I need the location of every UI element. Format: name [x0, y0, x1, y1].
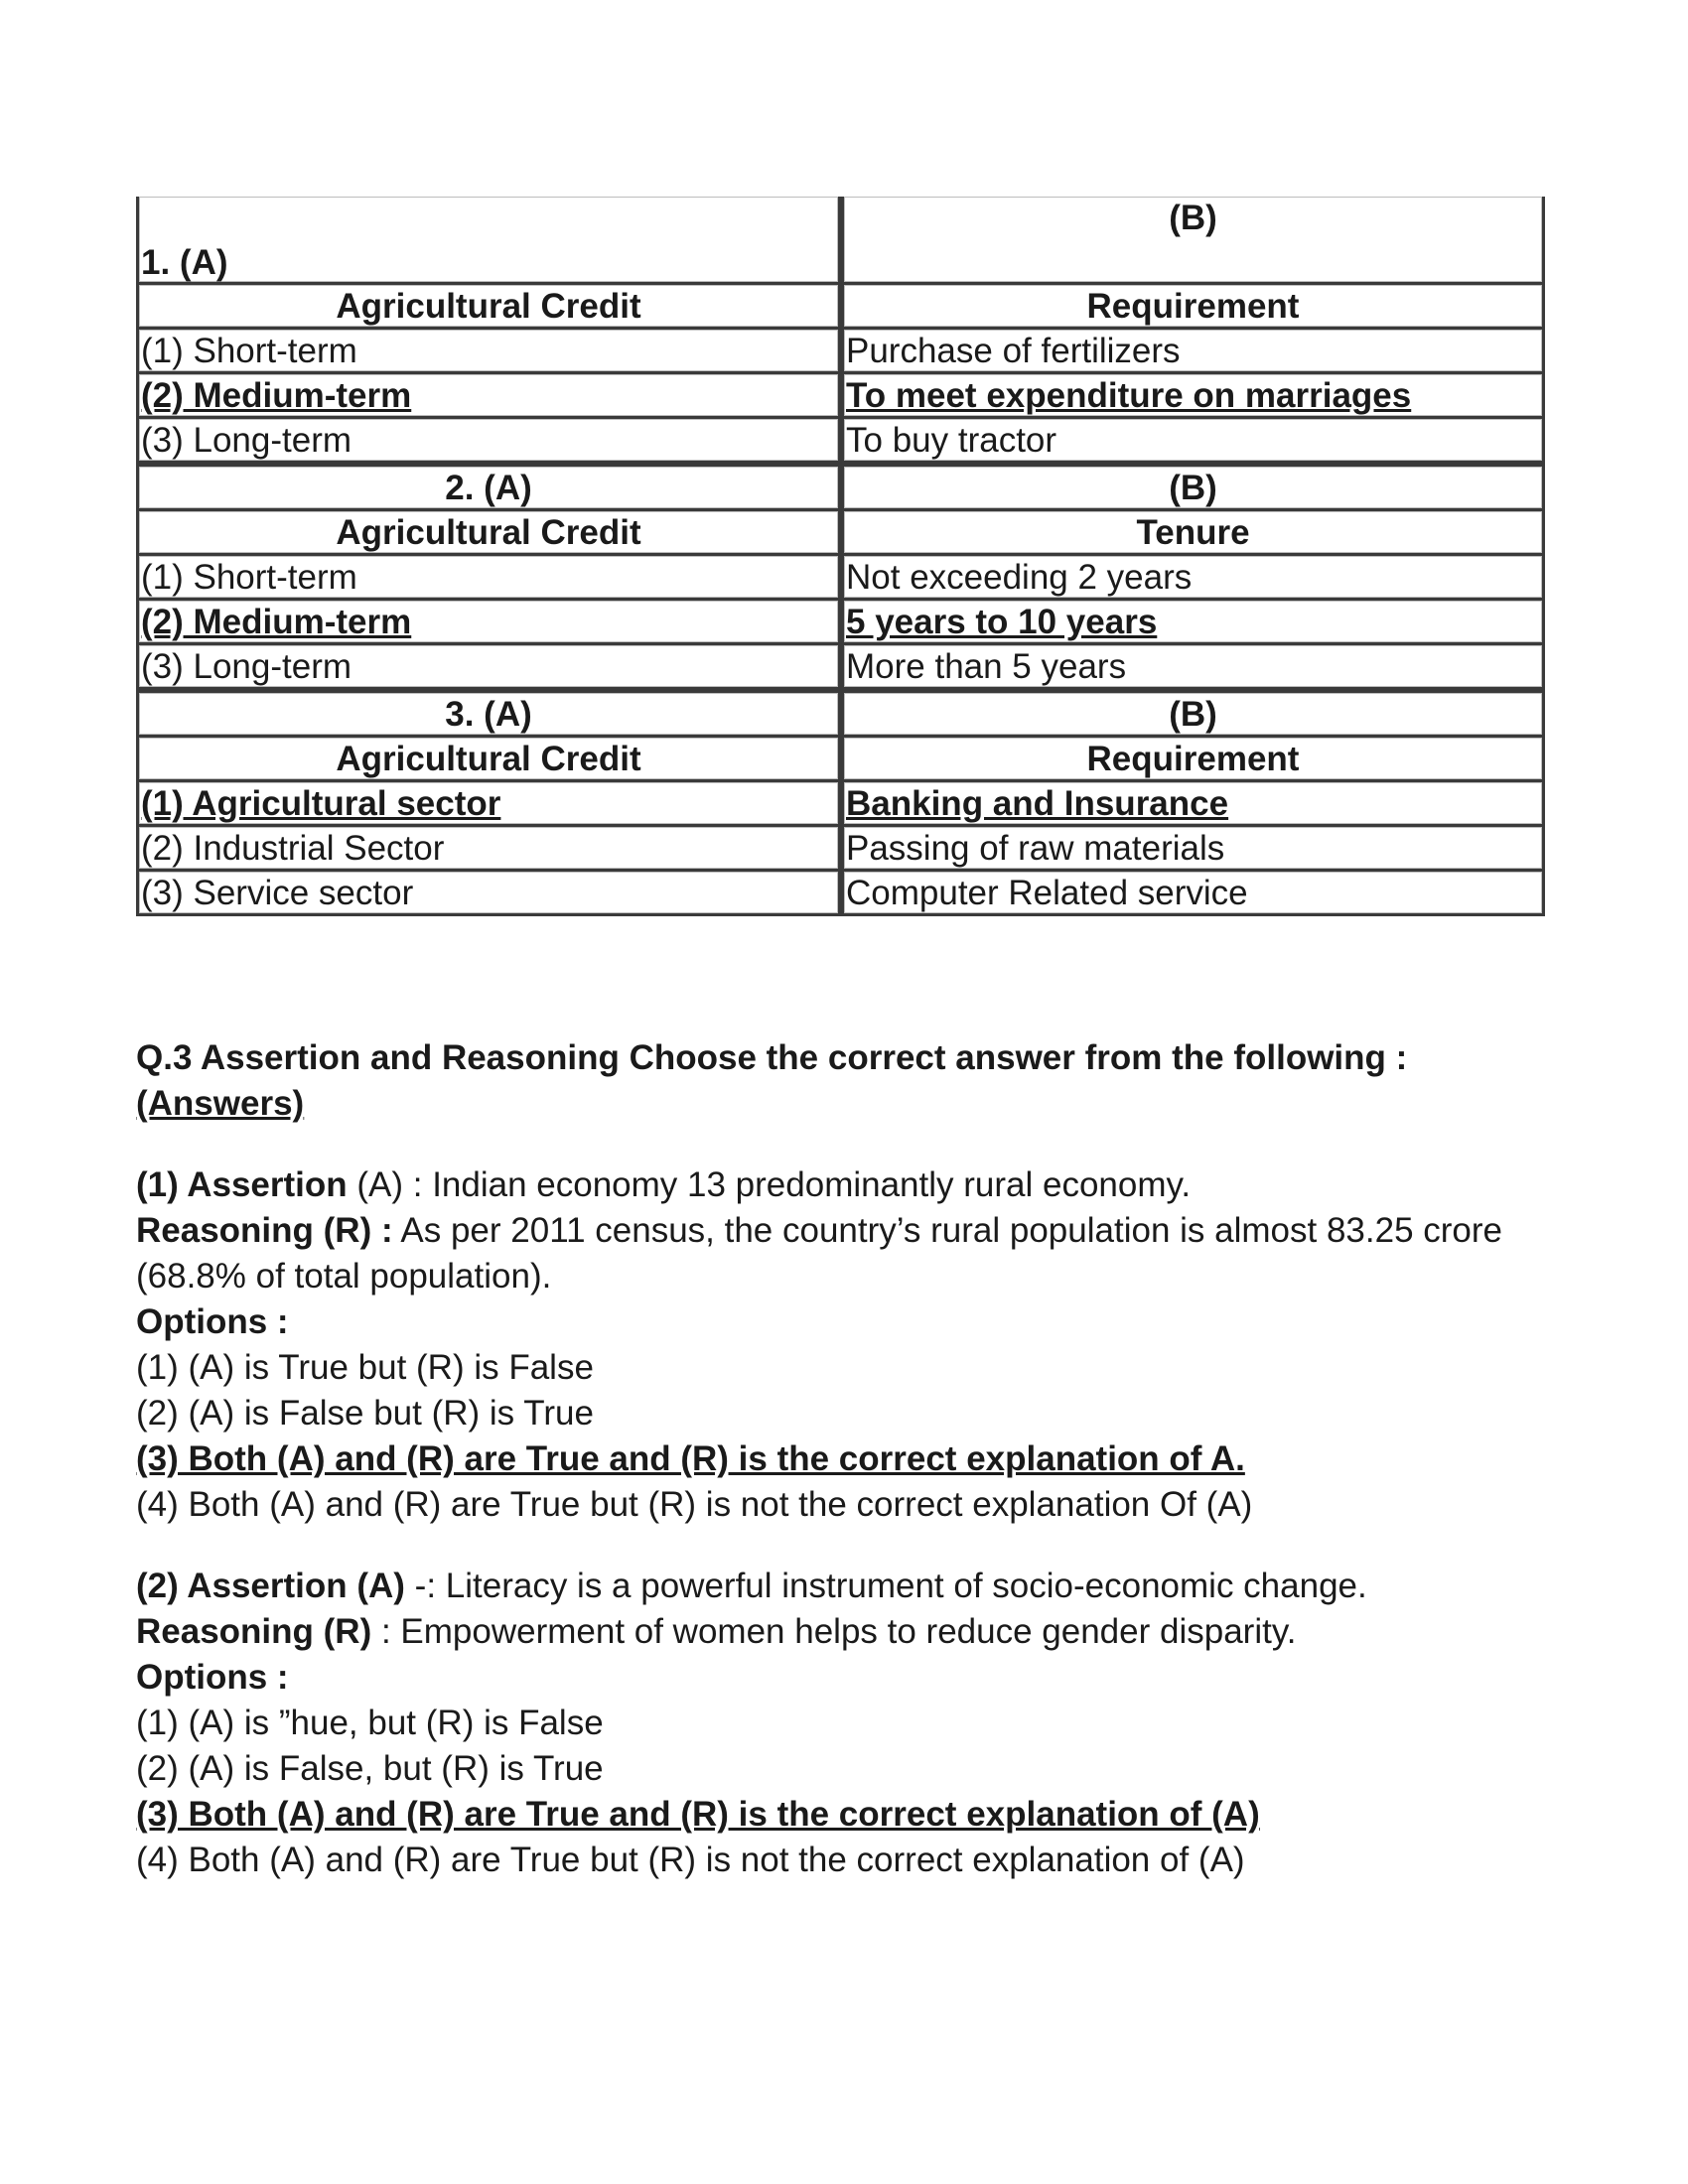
table-1-row-2-a: (2) Medium-term — [136, 374, 841, 419]
table-1-row-2-b: To meet expenditure on marriages — [841, 374, 1545, 419]
table-row — [136, 419, 1545, 464]
table-row — [136, 827, 1545, 872]
table-3-label-b: (B) — [841, 690, 1545, 738]
table-2-row-1-b: Not exceeding 2 years — [841, 556, 1545, 601]
table-2-label-row — [136, 464, 1545, 511]
reasoning-1 — [136, 1208, 1552, 1299]
table-3-row-1-b: Banking and Insurance — [841, 782, 1545, 827]
table-3-row-1-a: (1) Agricultural sector — [136, 782, 841, 827]
table-1-row-1-a: (1) Short-term — [136, 330, 841, 374]
assertion-2 — [136, 1564, 1552, 1609]
question-3-title — [136, 1035, 1552, 1127]
table-2-row-2-a: (2) Medium-term — [136, 601, 841, 645]
table-2-row-3-b: More than 5 years — [841, 645, 1545, 690]
table-3-row-2-b: Passing of raw materials — [841, 827, 1545, 872]
table-2-row-3-a: (3) Long-term — [136, 645, 841, 690]
match-table — [136, 197, 1545, 916]
table-3-header-row — [136, 738, 1545, 782]
table-row — [136, 374, 1545, 419]
table-3-row-2-a: (2) Industrial Sector — [136, 827, 841, 872]
question-3-section — [136, 1035, 1552, 1883]
table-3-head-a: Agricultural Credit — [136, 738, 841, 782]
table-row — [136, 330, 1545, 374]
option-2-2: (2) (A) is False, but (R) is True — [136, 1749, 604, 1788]
option-1-1: (1) (A) is True but (R) is False — [136, 1348, 594, 1387]
table-3-row-3-a: (3) Service sector — [136, 872, 841, 916]
table-3-row-3-b: Computer Related service — [841, 872, 1545, 916]
table-2-header-row — [136, 511, 1545, 556]
options-1-label: Options : — [136, 1302, 289, 1341]
table-1-header-row — [136, 285, 1545, 330]
table-1-label-row — [136, 197, 1545, 285]
table-1-head-b: Requirement — [841, 285, 1545, 330]
assertion-2-label: (2) Assertion (A) — [136, 1567, 405, 1605]
table-row — [136, 556, 1545, 601]
table-row — [136, 872, 1545, 916]
option-2-1: (1) (A) is ”hue, but (R) is False — [136, 1704, 604, 1742]
table-1-label-b: (B) — [841, 197, 1545, 285]
reasoning-2 — [136, 1609, 1552, 1655]
table-1-row-3-a: (3) Long-term — [136, 419, 841, 464]
assertion-1-text: (A) : Indian economy 13 predominantly rural economy. — [347, 1165, 1192, 1204]
table-2-head-b: Tenure — [841, 511, 1545, 556]
table-1-head-a: Agricultural Credit — [136, 285, 841, 330]
option-1-2: (2) (A) is False but (R) is True — [136, 1394, 594, 1433]
reasoning-1-text: As per 2011 census, the country’s rural population is almost 83.25 crore (68.8% of total population). — [136, 1211, 1502, 1296]
table-1-label-a: 1. (A) — [136, 197, 841, 285]
table-3-label-a: 3. (A) — [136, 690, 841, 738]
table-2-label-a: 2. (A) — [136, 464, 841, 511]
table-row — [136, 601, 1545, 645]
option-2-4: (4) Both (A) and (R) are True but (R) is not the correct explanation of (A) — [136, 1841, 1245, 1879]
reasoning-1-label: Reasoning (R) : — [136, 1211, 393, 1250]
options-2-label: Options : — [136, 1658, 289, 1697]
option-1-3-answer: (3) Both (A) and (R) are True and (R) is the correct explanation of A. — [136, 1439, 1245, 1478]
assertion-1 — [136, 1162, 1552, 1208]
table-2-label-b: (B) — [841, 464, 1545, 511]
table-1-row-3-b: To buy tractor — [841, 419, 1545, 464]
assertion-1-label: (1) Assertion — [136, 1165, 348, 1204]
reasoning-2-label: Reasoning (R) — [136, 1612, 372, 1651]
table-2-row-2-b: 5 years to 10 years — [841, 601, 1545, 645]
reasoning-2-text: : Empowerment of women helps to reduce gender disparity. — [371, 1612, 1297, 1651]
option-2-3-answer: (3) Both (A) and (R) are True and (R) is the correct explanation of (A) — [136, 1795, 1260, 1834]
assertion-2-text: -: Literacy is a powerful instrument of socio-economic change. — [404, 1567, 1367, 1605]
table-row — [136, 645, 1545, 690]
answers-label: (Answers) — [136, 1084, 305, 1123]
table-3-label-row — [136, 690, 1545, 738]
table-3-head-b: Requirement — [841, 738, 1545, 782]
table-row — [136, 782, 1545, 827]
table-1-row-1-b: Purchase of fertilizers — [841, 330, 1545, 374]
option-1-4: (4) Both (A) and (R) are True but (R) is not the correct explanation Of (A) — [136, 1485, 1253, 1524]
table-2-row-1-a: (1) Short-term — [136, 556, 841, 601]
question-3-title-text: Q.3 Assertion and Reasoning Choose the correct answer from the following : — [136, 1038, 1408, 1077]
table-2-head-a: Agricultural Credit — [136, 511, 841, 556]
